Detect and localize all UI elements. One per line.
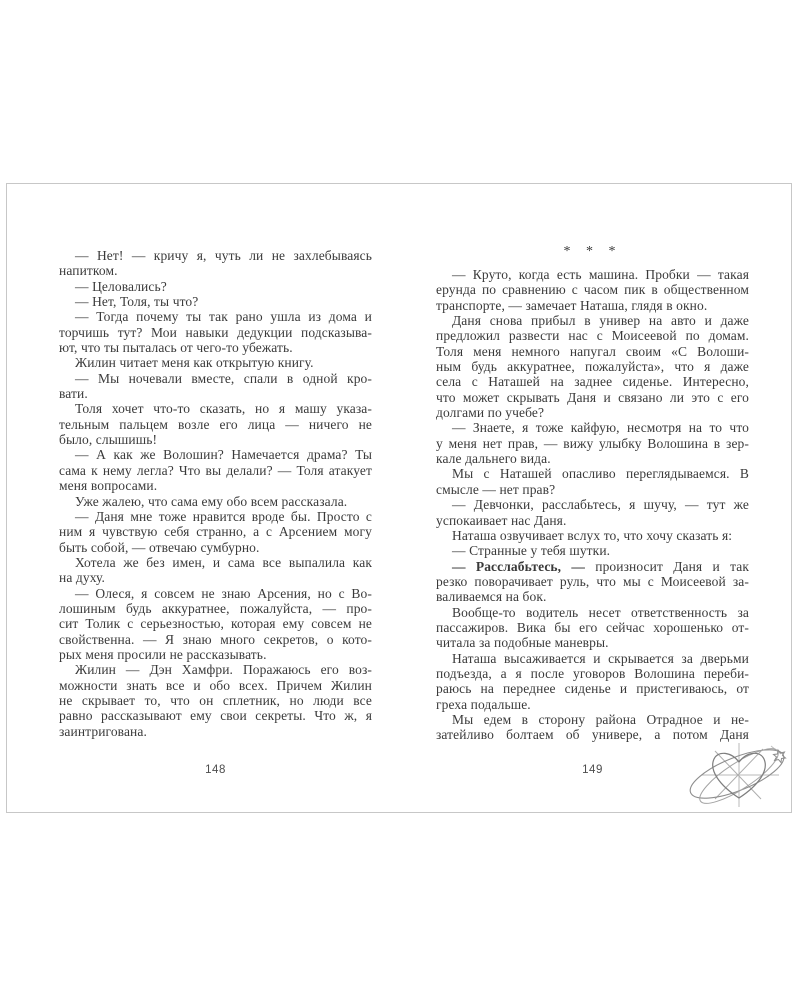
paragraph [59, 279, 372, 294]
text-line: — Круто, когда есть машина. Пробки — такая [452, 267, 749, 282]
text-line: пассажиров. Вика бы его сейчас хорошенько от- [436, 619, 749, 635]
text-line: затейливо болтаем об универе, а потом Даня [436, 727, 749, 743]
text-line: тельным пальцем возле его лица — ничего не [59, 416, 372, 432]
page-number-left: 148 [205, 764, 226, 776]
text-line: свойственна. — Я знаю много секретов, о кото- [59, 631, 372, 647]
paragraph [436, 543, 749, 558]
text-line: не скрывает то, что он сплетник, но люди все [59, 692, 372, 708]
paragraph [436, 605, 749, 651]
paragraph [436, 712, 749, 743]
text-line: — Даня мне тоже нравится вроде бы. Просто с [75, 508, 372, 524]
text-line: — Олеся, я совсем не знаю Арсения, но с Во- [75, 585, 372, 601]
text-line: Толя меня немного напугал своим «С Волоши- [436, 343, 749, 359]
text-line: Толя хочет что-то сказать, но я машу указа- [75, 401, 372, 417]
text-line: торчишь тут? Мои навыки дедукции подсказыва- [59, 324, 372, 340]
text-line: села с Наташей на заднее сиденье. Интересно, [436, 374, 749, 390]
text-line: Жилин — Дэн Хамфри. Поражаюсь его воз- [75, 662, 372, 678]
text-line: — Тогда почему ты так рано ушла из дома и [75, 309, 372, 325]
text-line: — А как же Волошин? Намечается драма? Ты [75, 447, 372, 463]
text-line: ерунда по сравнению с часом пик в общественном [436, 282, 749, 298]
atom-heart-doodle-icon [685, 742, 797, 808]
paragraph [59, 294, 372, 309]
text-line: меня вопросами. [59, 478, 158, 494]
text-line: быть собой, — отвечаю сумбурно. [59, 539, 260, 555]
text-line: Мы с Наташей опасливо переглядываемся. В [452, 466, 749, 482]
page-number-right: 149 [582, 764, 603, 776]
paragraph [436, 466, 749, 497]
text-line: у меня нет прав, — вижу улыбку Волошина в зер- [436, 435, 749, 451]
paragraph [436, 497, 749, 528]
book-page-spread [6, 183, 792, 813]
text-line: валиваемся на бок. [436, 589, 547, 605]
paragraph [59, 248, 372, 279]
text-line: — Девчонки, расслабьтесь, я шучу, — тут же [452, 497, 749, 513]
text-line [436, 559, 749, 574]
text-line: Наташа высаживается и скрывается за дверьми [452, 650, 749, 666]
text-line: Жилин читает меня как открытую книгу. [75, 355, 314, 371]
text-line: долгами по учебе? [436, 405, 545, 421]
bold-text-segment: — Расслабьтесь, — [452, 558, 585, 574]
text-line: смысле — нет прав? [436, 481, 556, 497]
paragraph [436, 267, 749, 313]
text-line: Уже жалею, что сама ему обо всем рассказала. [75, 493, 348, 509]
text-line: сит Толик с серьезностью, которая ему совсем не [59, 616, 372, 632]
text-line: — Нет! — кричу я, чуть ли не захлебываясь [75, 248, 372, 263]
text-line: резко поворачивает руль, что мы с Моисеевой за- [436, 573, 749, 589]
paragraph [59, 494, 372, 509]
text-line: было, слышишь! [59, 432, 158, 448]
text-line: Хотела же без имен, и сама все выпалила как [75, 554, 372, 570]
text-line: напитком. [59, 263, 118, 279]
paragraph [59, 371, 372, 402]
text-line: — Целовались? [75, 278, 167, 294]
paragraph [59, 309, 372, 355]
paragraph [436, 528, 749, 543]
text-segment: произносит Даня и так [584, 558, 749, 574]
text-line: рых меня просили не рассказывать. [59, 646, 267, 662]
paragraph [436, 313, 749, 420]
text-line: транспорте, — замечает Наташа, глядя в окно. [436, 297, 708, 313]
paragraph [59, 447, 372, 493]
paragraph [436, 420, 749, 466]
text-line: — Мы ночевали вместе, спали в одной кро- [75, 370, 372, 386]
text-line: греха подальше. [436, 696, 531, 712]
paragraph [59, 509, 372, 555]
paragraph [59, 401, 372, 447]
text-line: равно рассказывают ему свои секреты. Что ж, я [59, 708, 372, 724]
text-line: — Знаете, я тоже кайфую, несмотря на то что [452, 420, 749, 436]
paragraph [59, 355, 372, 370]
paragraph [436, 651, 749, 712]
text-line: — Нет, Толя, ты что? [75, 294, 199, 310]
text-line: Вообще-то водитель несет ответственность за [452, 604, 749, 620]
text-line: кале дальнего вида. [436, 451, 551, 467]
text-line: лошиным будь аккуратнее, пожалуйста, — про- [59, 600, 372, 616]
paragraph [59, 662, 372, 739]
text-line: Мы едем в сторону района Отрадное и не- [452, 711, 749, 727]
text-line: успокаивает нас Даня. [436, 512, 567, 528]
text-line: сама к нему легла? Что вы делали? — Толя атакует [59, 462, 372, 478]
text-line: — Странные у тебя шутки. [452, 543, 611, 559]
text-line: Даня снова прибыл в универ на авто и даже [452, 313, 749, 329]
text-line: Наташа озвучивает вслух то, что хочу сказать я: [452, 527, 733, 543]
text-line: предложил развести нас с Моисеевой по домам. [436, 328, 749, 344]
paragraph [59, 586, 372, 663]
text-line: ным будь аккуратнее, пожалуйста», что я даже [436, 359, 749, 375]
text-line: вати. [59, 386, 88, 402]
text-line: на духу. [59, 570, 106, 586]
text-line: подъезда, а я после уговоров Волошина переби- [436, 665, 749, 681]
section-break-asterisks: * * * [563, 244, 622, 259]
page-left-text-column [59, 248, 372, 739]
text-line: что может скрывать Даня и связано ли это с его [436, 389, 749, 405]
paragraph [59, 555, 372, 586]
text-line: можности знать все и обо всех. Причем Жилин [59, 677, 372, 693]
text-line: раюсь на переднее сиденье и пристегиваюсь, от [436, 681, 749, 697]
paragraph [436, 559, 749, 605]
text-line: ним я чувствую себя странно, а с Арсением могу [59, 524, 372, 540]
page-right-text-column [436, 244, 749, 743]
text-line: читала за подобные маневры. [436, 635, 609, 651]
text-line: заинтригована. [59, 723, 147, 739]
text-line: ют, что ты пыталась от чего-то убежать. [59, 340, 293, 356]
